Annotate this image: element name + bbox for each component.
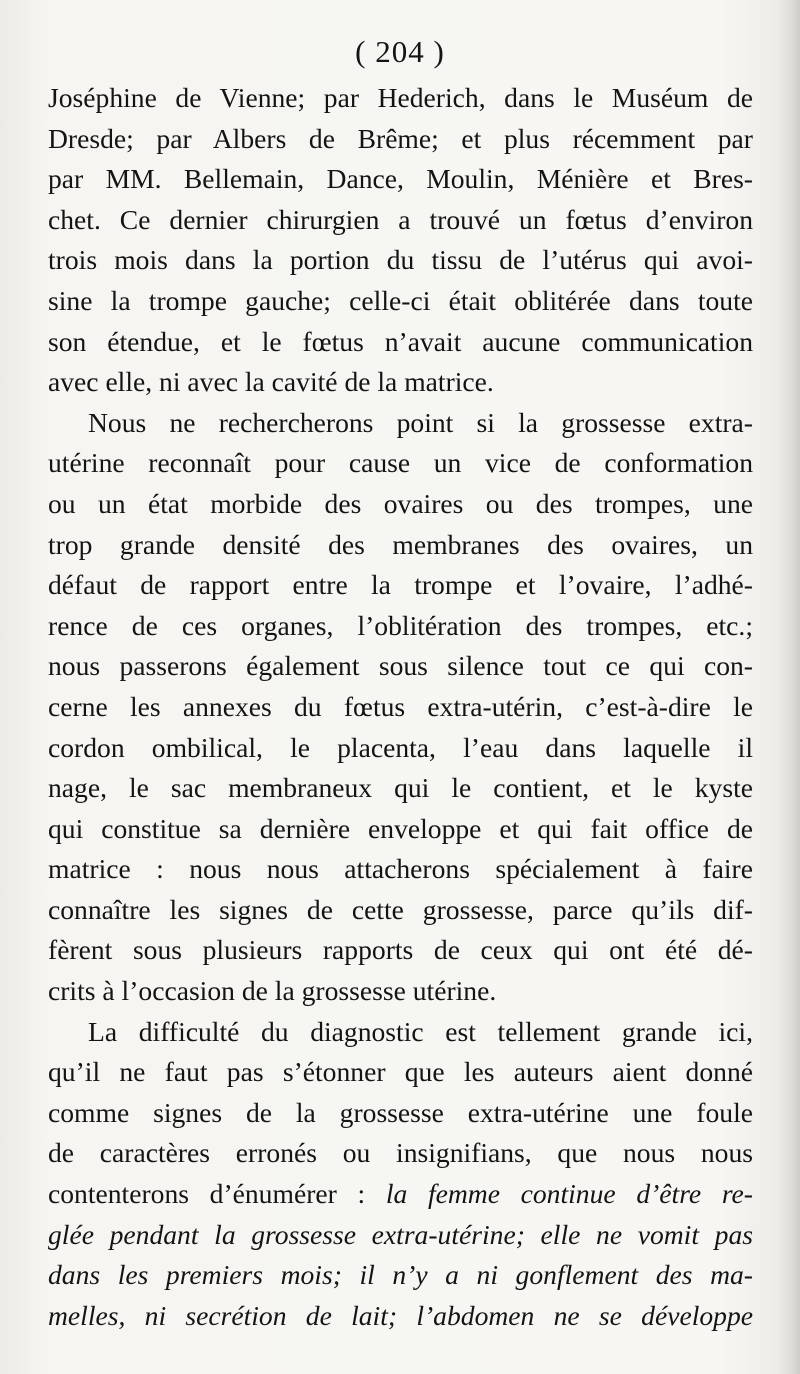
text-line: Nous ne rechercherons point si la grossesse extra- xyxy=(88,406,753,438)
text-line-italic: dans les premiers mois; il n’y a ni gonflement des ma- xyxy=(48,1259,753,1291)
text-line: chet. Ce dernier chirurgien a trouvé un fœtus d’environ xyxy=(48,203,753,235)
text-line: trois mois dans la portion du tissu de l’utérus qui avoi- xyxy=(48,244,753,276)
page-number: ( 204 ) xyxy=(355,34,445,69)
text-line: de caractères erronés ou insignifians, que nous nous xyxy=(48,1137,753,1169)
text-line: nous passerons également sous silence tout ce qui con- xyxy=(48,650,753,682)
text-line: ou un état morbide des ovaires ou des trompes, une xyxy=(48,487,753,519)
page-gutter-shadow xyxy=(778,0,800,1374)
text-line: par MM. Bellemain, Dance, Moulin, Ménière et Bres- xyxy=(48,163,753,195)
roman-segment: contenterons d’énumérer : xyxy=(48,1178,366,1210)
text-line: qui constitue sa dernière enveloppe et qui fait office de xyxy=(48,812,753,844)
text-line: Dresde; par Albers de Brême; et plus récemment par xyxy=(48,122,753,154)
text-line: son étendue, et le fœtus n’avait aucune communication xyxy=(48,325,753,357)
text-line: Joséphine de Vienne; par Hederich, dans le Muséum de xyxy=(48,82,753,113)
text-line-italic: melles, ni secrétion de lait; l’abdomen ne se développe xyxy=(48,1299,753,1331)
text-line: qu’il ne faut pas s’étonner que les auteurs aient donné xyxy=(48,1056,753,1088)
text-line: nage, le sac membraneux qui le contient, et le kyste xyxy=(48,772,753,804)
text-line: sine la trompe gauche; celle-ci était oblitérée dans toute xyxy=(48,284,753,316)
text-line: connaître les signes de cette grossesse, parce qu’ils dif- xyxy=(48,893,753,925)
italic-segment: la femme continue d’être re- xyxy=(385,1178,753,1210)
text-line: défaut de rapport entre la trompe et l’ovaire, l’adhé- xyxy=(48,569,753,601)
text-line: rence de ces organes, l’oblitération des trompes, etc.; xyxy=(48,609,753,641)
text-line: matrice : nous nous attacherons spécialement à faire xyxy=(48,853,753,885)
text-line-mixed xyxy=(48,1174,753,1215)
text-line: cerne les annexes du fœtus extra-utérin, c’est-à-dire le xyxy=(48,690,753,722)
body-text xyxy=(48,78,753,1336)
text-line: utérine reconnaît pour cause un vice de conformation xyxy=(48,447,753,479)
text-line: trop grande densité des membranes des ovaires, un xyxy=(48,528,753,560)
text-line: avec elle, ni avec la cavité de la matrice. xyxy=(48,366,494,398)
text-line: comme signes de la grossesse extra-utérine une foule xyxy=(48,1096,753,1128)
text-line: fèrent sous plusieurs rapports de ceux qui ont été dé- xyxy=(48,934,753,966)
text-line-italic: glée pendant la grossesse extra-utérine; elle ne vomit pas xyxy=(48,1218,753,1250)
text-line: La difficulté du diagnostic est tellement grande ici, xyxy=(88,1015,753,1047)
text-line: crits à l’occasion de la grossesse utérine. xyxy=(48,975,497,1007)
text-line: cordon ombilical, le placenta, l’eau dans laquelle il xyxy=(48,731,753,763)
